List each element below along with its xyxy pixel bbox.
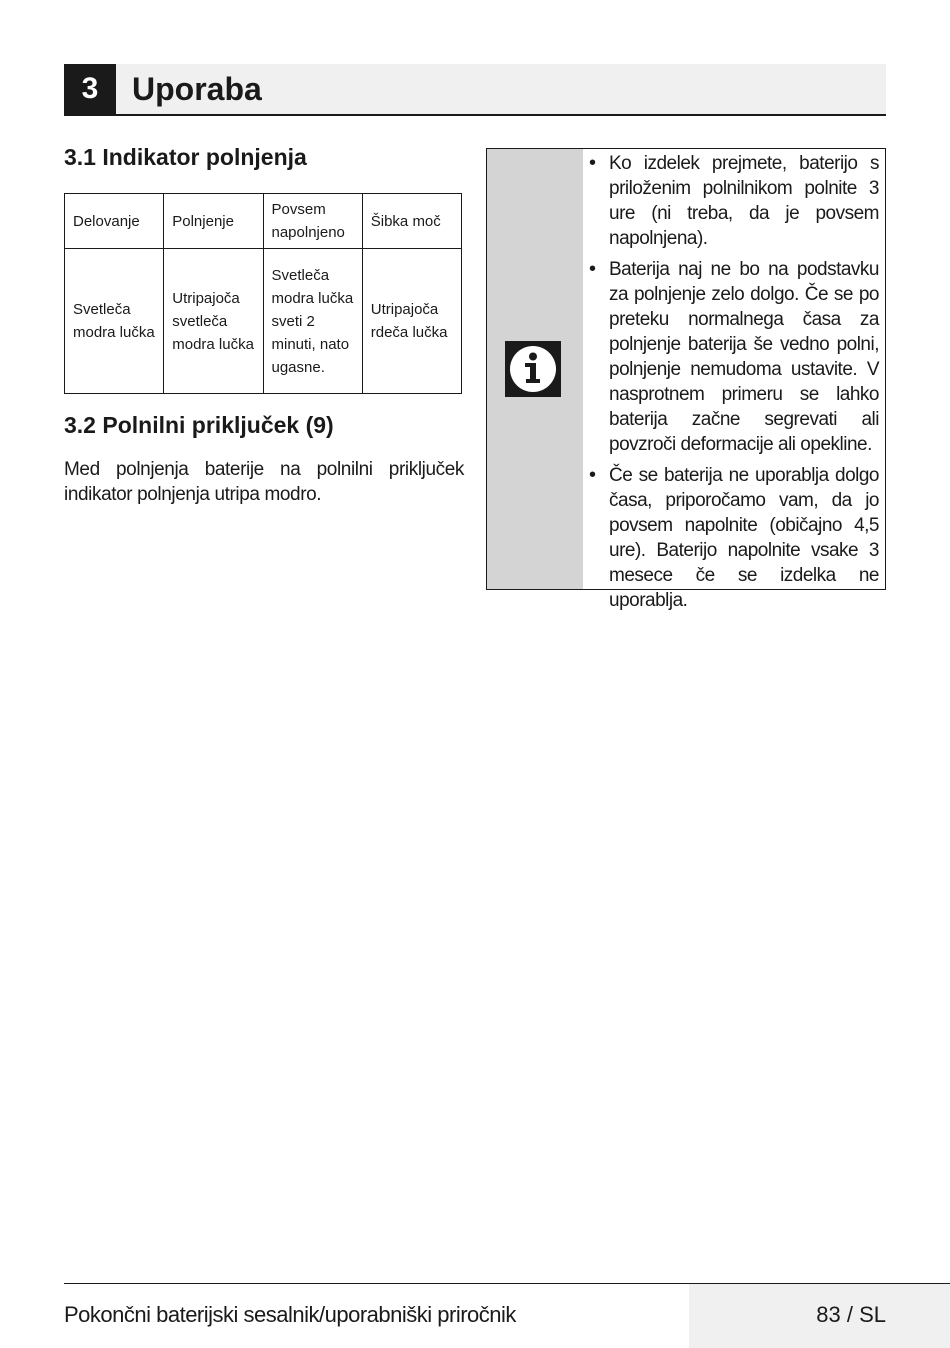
table-header-row — [65, 194, 462, 249]
page-number: 83 / SL — [816, 1302, 886, 1327]
table-header-cell: Šibka moč — [362, 194, 461, 249]
chapter-number: 3 — [64, 64, 116, 114]
info-icon — [505, 341, 561, 397]
section-title-charging-indicator: 3.1 Indikator polnjenja — [64, 144, 307, 170]
charging-indicator-table — [64, 193, 462, 394]
table-header-cell: Polnjenje — [164, 194, 263, 249]
table-cell: Svetleča modra lučka sveti 2 minuti, nato ugasne. — [263, 249, 362, 394]
charging-port-paragraph: Med polnjenja baterije na polnilni priključek indikator polnjenja utripa modro. — [64, 459, 464, 505]
note-sidebar — [487, 149, 583, 589]
table-cell: Utripajoča rdeča lučka — [362, 249, 461, 394]
table-header-cell: Delovanje — [65, 194, 164, 249]
list-item: • Baterija naj ne bo na podstavku za polnjenje zelo dolgo. Če se po preteku normalnega časa za polnjenje baterija še vedno polni, polnjenje nemudoma ustavite. V nasprotnem primeru se lahko baterija začne segrevati ali povzroči deformacije ali opekline. — [587, 257, 879, 457]
chapter-title: Uporaba — [132, 71, 262, 107]
footer-manual-title: Pokončni baterijski sesalnik/uporabniški priročnik — [64, 1302, 516, 1327]
section-title-charging-port: 3.2 Polnilni priključek (9) — [64, 412, 334, 438]
chapter-header — [64, 64, 886, 116]
info-note-box — [486, 148, 886, 611]
list-item: • Ko izdelek prejmete, baterijo s priloženim polnilnikom polnite 3 ure (ni treba, da je povsem napolnjena). — [587, 151, 879, 251]
table-cell: Utripajoča svetleča modra lučka — [164, 249, 263, 394]
list-item: • Če se baterija ne uporablja dolgo časa, priporočamo vam, da jo povsem napolnite (običajno 4,5 ure). Baterijo napolnite vsake 3 mesece če se izdelka ne uporablja. — [587, 463, 879, 613]
table-row — [65, 249, 462, 394]
table-header-cell: Povsem napolnjeno — [263, 194, 362, 249]
table-cell: Svetleča modra lučka — [65, 249, 164, 394]
note-list — [587, 151, 879, 619]
